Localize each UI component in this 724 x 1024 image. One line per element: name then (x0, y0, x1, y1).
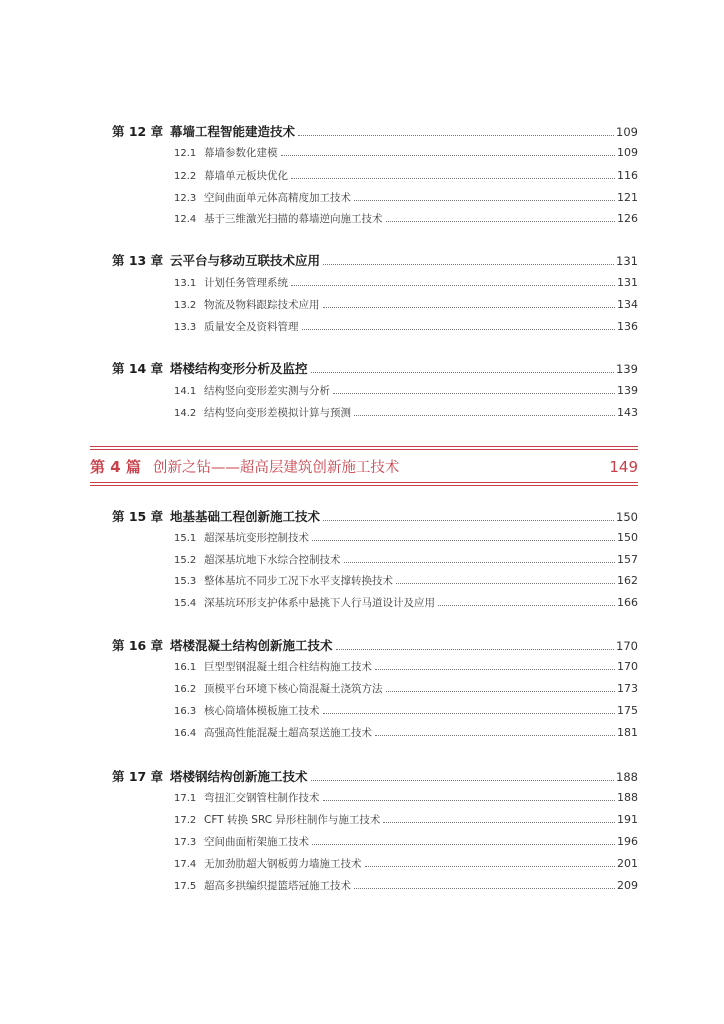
page-number: 175 (617, 704, 638, 717)
section-number: 16.4 (174, 728, 197, 739)
toc-section[interactable] (174, 275, 638, 290)
dot-leader (354, 887, 615, 889)
toc-section[interactable] (174, 297, 638, 312)
page-number: 126 (617, 212, 638, 225)
chapter-title: 塔楼混凝土结构创新施工技术 (170, 638, 333, 653)
section-number: 13.3 (174, 322, 197, 333)
page-number: 121 (617, 191, 638, 204)
part-heading[interactable] (90, 446, 638, 486)
page-number: 134 (617, 298, 638, 311)
toc-section[interactable] (174, 573, 638, 588)
section-title: 整体基坑不同步工况下水平支撑转换技术 (204, 575, 393, 587)
section-title: 高强高性能混凝土超高泵送施工技术 (204, 727, 372, 739)
toc-section[interactable] (174, 530, 638, 545)
dot-leader (312, 843, 615, 845)
part-title: 创新之钻——超高层建筑创新施工技术 (152, 460, 400, 476)
section-number: 17.1 (174, 793, 197, 804)
dot-leader (386, 690, 616, 692)
section-number: 14.2 (174, 408, 197, 419)
dot-leader (336, 648, 615, 650)
section-number: 15.1 (174, 533, 197, 544)
dot-leader (375, 734, 615, 736)
section-number: 16.1 (174, 662, 197, 673)
page-number: 131 (617, 276, 638, 289)
dot-leader (291, 284, 615, 286)
toc-section[interactable] (174, 552, 638, 567)
page-number: 162 (617, 574, 638, 587)
section-number: 17.5 (174, 881, 197, 892)
toc-section[interactable] (174, 168, 638, 183)
dot-leader (375, 668, 615, 670)
page-number: 170 (616, 639, 638, 653)
section-title: 基于三维激光扫描的幕墙逆向施工技术 (204, 213, 383, 225)
section-number: 12.3 (174, 193, 197, 204)
toc-chapter[interactable] (112, 251, 638, 269)
section-title: 幕墙单元板块优化 (204, 170, 288, 182)
dot-leader (323, 799, 616, 801)
dot-leader (291, 177, 615, 179)
toc-section[interactable] (174, 681, 638, 696)
dot-leader (302, 328, 616, 330)
chapter-number: 第 13 章 (112, 253, 164, 268)
page-number: 131 (616, 254, 638, 268)
toc-section[interactable] (174, 319, 638, 334)
section-title: 物流及物料跟踪技术应用 (204, 299, 320, 311)
section-title: 核心筒墙体模板施工技术 (204, 705, 320, 717)
section-title: 空间曲面单元体高精度加工技术 (204, 192, 351, 204)
page-number: 116 (617, 169, 638, 182)
dot-leader (311, 371, 615, 373)
section-title: 巨型型钢混凝土组合柱结构施工技术 (204, 661, 372, 673)
chapter-number: 第 14 章 (112, 361, 164, 376)
toc-section[interactable] (174, 145, 638, 160)
page-number: 150 (616, 510, 638, 524)
toc-section[interactable] (174, 812, 638, 827)
section-title: 结构竖向变形差模拟计算与预测 (204, 407, 351, 419)
section-number: 16.3 (174, 706, 197, 717)
chapter-title: 幕墙工程智能建造技术 (170, 124, 296, 139)
part-rule-bottom (90, 485, 638, 486)
part-number: 第 4 篇 (90, 458, 141, 476)
toc-chapter[interactable] (112, 767, 638, 785)
page-number: 191 (617, 813, 638, 826)
toc-section[interactable] (174, 383, 638, 398)
toc-section[interactable] (174, 856, 638, 871)
toc-section[interactable] (174, 790, 638, 805)
dot-leader (312, 539, 615, 541)
toc-chapter[interactable] (112, 359, 638, 377)
page-number: 150 (617, 531, 638, 544)
page-number: 136 (617, 320, 638, 333)
section-number: 15.4 (174, 598, 197, 609)
section-number: 12.4 (174, 214, 197, 225)
toc-section[interactable] (174, 211, 638, 226)
toc-section[interactable] (174, 703, 638, 718)
section-title: 空间曲面桁架施工技术 (204, 836, 309, 848)
page-number: 143 (617, 406, 638, 419)
section-title: 无加劲肋超大钢板剪力墙施工技术 (204, 858, 362, 870)
toc-section[interactable] (174, 405, 638, 420)
section-number: 16.2 (174, 684, 197, 695)
section-number: 17.4 (174, 859, 197, 870)
section-title: 超深基坑变形控制技术 (204, 532, 309, 544)
page-number: 157 (617, 553, 638, 566)
page-number: 139 (616, 362, 638, 376)
dot-leader (298, 134, 614, 136)
page-number: 181 (617, 726, 638, 739)
section-number: 12.1 (174, 148, 197, 159)
section-number: 13.1 (174, 278, 197, 289)
page-number: 173 (617, 682, 638, 695)
section-number: 17.2 (174, 815, 197, 826)
section-title: 深基坑环形支护体系中悬挑下人行马道设计及应用 (204, 597, 435, 609)
dot-leader (365, 865, 616, 867)
part-rule-bottom-inner (90, 482, 638, 483)
part-page-number: 149 (609, 458, 638, 476)
chapter-number: 第 17 章 (112, 769, 164, 784)
dot-leader (383, 821, 615, 823)
page-number: 109 (617, 146, 638, 159)
dot-leader (396, 582, 615, 584)
part-heading-row (90, 456, 638, 477)
section-title: 超深基坑地下水综合控制技术 (204, 554, 341, 566)
dot-leader (311, 779, 615, 781)
chapter-title: 塔楼钢结构创新施工技术 (170, 769, 308, 784)
section-number: 17.3 (174, 837, 197, 848)
section-number: 13.2 (174, 300, 197, 311)
toc-section[interactable] (174, 878, 638, 893)
section-title: 超高多拱编织提篮塔冠施工技术 (204, 880, 351, 892)
section-number: 12.2 (174, 171, 197, 182)
dot-leader (438, 604, 615, 606)
section-title: 计划任务管理系统 (204, 277, 288, 289)
toc-section[interactable] (174, 659, 638, 674)
page-number: 196 (617, 835, 638, 848)
section-title: 顶模平台环境下核心筒混凝土浇筑方法 (204, 683, 383, 695)
toc-section[interactable] (174, 725, 638, 740)
page-number: 170 (617, 660, 638, 673)
dot-leader (323, 306, 616, 308)
toc-section[interactable] (174, 595, 638, 610)
toc-chapter[interactable] (112, 122, 638, 140)
toc-chapter[interactable] (112, 507, 638, 525)
dot-leader (344, 561, 616, 563)
toc-chapter[interactable] (112, 636, 638, 654)
part-rule-top (90, 446, 638, 447)
dot-leader (386, 220, 616, 222)
dot-leader (354, 414, 615, 416)
section-number: 15.3 (174, 576, 197, 587)
dot-leader (323, 519, 614, 521)
section-number: 14.1 (174, 386, 197, 397)
page-number: 188 (616, 770, 638, 784)
toc-section[interactable] (174, 834, 638, 849)
page-number: 166 (617, 596, 638, 609)
dot-leader (281, 154, 616, 156)
chapter-title: 云平台与移动互联技术应用 (170, 253, 321, 268)
section-title: 结构竖向变形差实测与分析 (204, 385, 330, 397)
section-number: 15.2 (174, 555, 197, 566)
page-number: 188 (617, 791, 638, 804)
chapter-title: 地基基础工程创新施工技术 (170, 509, 321, 524)
page-number: 109 (616, 125, 638, 139)
page-number: 209 (617, 879, 638, 892)
dot-leader (354, 199, 615, 201)
dot-leader (323, 263, 614, 265)
dot-leader (323, 712, 616, 714)
toc-section[interactable] (174, 190, 638, 205)
chapter-number: 第 15 章 (112, 509, 164, 524)
page-number: 139 (617, 384, 638, 397)
dot-leader (333, 392, 615, 394)
part-rule-top-inner (90, 449, 638, 450)
section-title: CFT 转换 SRC 异形柱制作与施工技术 (204, 814, 381, 826)
chapter-title: 塔楼结构变形分析及监控 (170, 361, 308, 376)
chapter-number: 第 16 章 (112, 638, 164, 653)
page-number: 201 (617, 857, 638, 870)
section-title: 幕墙参数化建模 (204, 147, 278, 159)
section-title: 弯扭汇交钢管柱制作技术 (204, 792, 320, 804)
section-title: 质量安全及资料管理 (204, 321, 299, 333)
chapter-number: 第 12 章 (112, 124, 164, 139)
